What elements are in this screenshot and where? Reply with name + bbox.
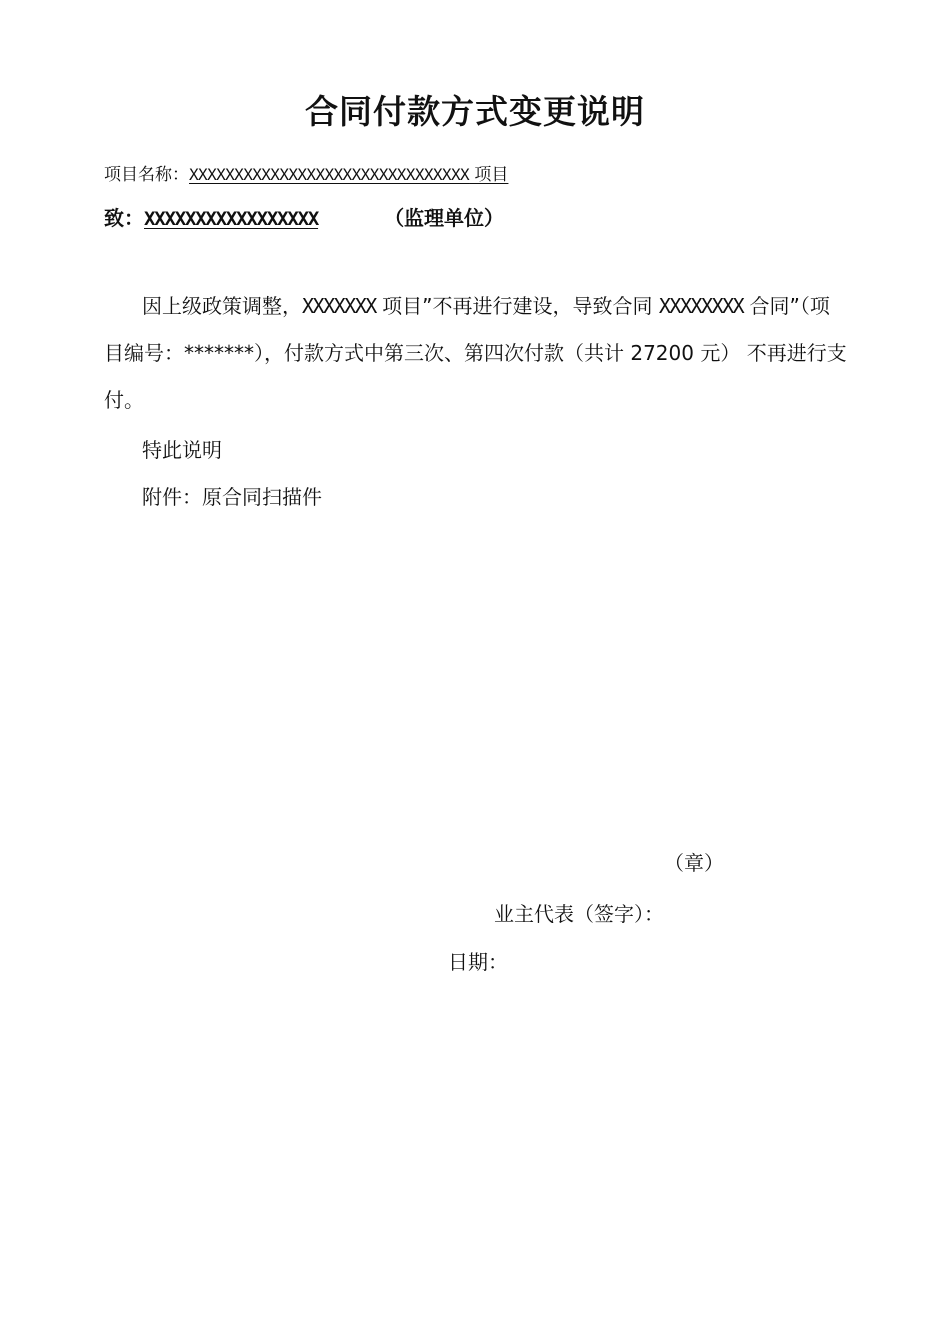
owner-signature-line: 业主代表（签字）： <box>494 902 664 926</box>
document-title: 合同付款方式变更说明 <box>305 92 645 131</box>
recipient-line <box>104 203 504 234</box>
seal-placeholder: （章） <box>664 851 724 875</box>
project-name-label: 项目名称： <box>104 165 189 185</box>
recipient-label: 致： <box>104 206 144 230</box>
statement-line: 特此说明 <box>142 438 222 462</box>
recipient-name: XXXXXXXXXXXXXXXXX <box>144 208 319 230</box>
body-paragraph <box>104 283 849 424</box>
attachment-line: 附件：原合同扫描件 <box>142 485 322 509</box>
date-line: 日期： <box>448 950 508 974</box>
project-name-suffix: 项目 <box>469 165 509 185</box>
project-name-value: XXXXXXXXXXXXXXXXXXXXXXXXXXXXXXX <box>189 165 470 184</box>
project-name-line <box>104 162 508 188</box>
body-text-part-3: 合同”（项目编号：*******），付款方式中第三次、第四次付款（共计 27200 元） 不再进行支付。 <box>104 294 847 412</box>
body-contract-code: XXXXXXXX <box>658 294 744 318</box>
recipient-unit: （监理单位） <box>384 206 505 230</box>
body-text-part-2: 项目”不再进行建设，导致合同 <box>375 294 659 318</box>
body-text-part-1: 因上级政策调整， <box>142 294 302 318</box>
body-project-code: XXXXXXX <box>302 294 376 318</box>
